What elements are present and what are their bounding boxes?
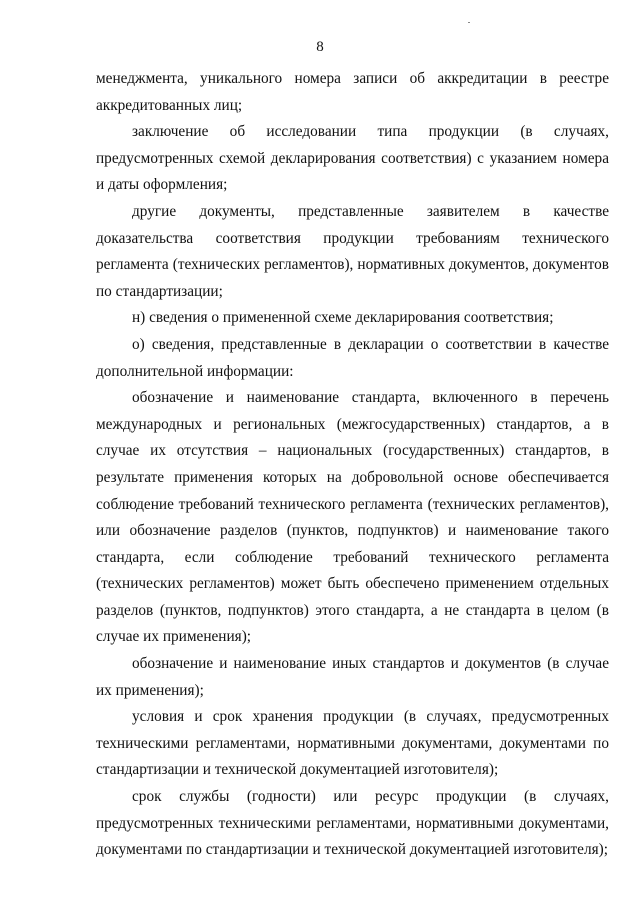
page-number: 8: [316, 39, 324, 55]
document-body: [96, 66, 609, 864]
paragraph-other-documents: другие документы, представленные заявителем в качестве доказательства соответствия продукции требованиям технического регламента (технических регламентов), нормативных документов, документов по стандартизации;: [96, 202, 609, 300]
paragraph-continuation: менеджмента, уникального номера записи об аккредитации в реестре аккредитованных лиц;: [96, 70, 609, 114]
paragraph-other-standards: обозначение и наименование иных стандартов и документов (в случае их применения);: [96, 655, 609, 699]
paragraph-item-n: н) сведения о примененной схеме декларирования соответствия;: [132, 309, 554, 327]
paragraph-storage-conditions: условия и срок хранения продукции (в случаях, предусмотренных техническими регламентами, нормативными документами, документами по стандартизации и технической документацией изготовителя);: [96, 708, 609, 779]
paragraph-standard-designation: обозначение и наименование стандарта, включенного в перечень международных и региональных (межгосударственных) стандартов, а в случае их отсутствия – национальных (государственных) стандартов, в результате применения которых на добровольной основе обеспечивается соблюдение требований технического регламента (технических регламентов), или обозначение разделов (пунктов, подпунктов) и наименование такого стандарта, если соблюдение требований технического регламента (технических регламентов) может быть обеспечено применением отдельных разделов (пунктов, подпунктов) этого стандарта, а не стандарта в целом (в случае их применения);: [96, 389, 609, 646]
paragraph-service-life: срок службы (годности) или ресурс продукции (в случаях, предусмотренных техническими регламентами, нормативными документами, документами по стандартизации и технической документацией изготовителя);: [96, 788, 609, 859]
scan-speck: [468, 22, 470, 23]
paragraph-item-o: о) сведения, представленные в декларации о соответствии в качестве дополнительной информации:: [96, 335, 609, 380]
paragraph-research-conclusion: заключение об исследовании типа продукции (в случаях, предусмотренных схемой декларирования соответствия) с указанием номера и даты оформления;: [96, 123, 609, 194]
